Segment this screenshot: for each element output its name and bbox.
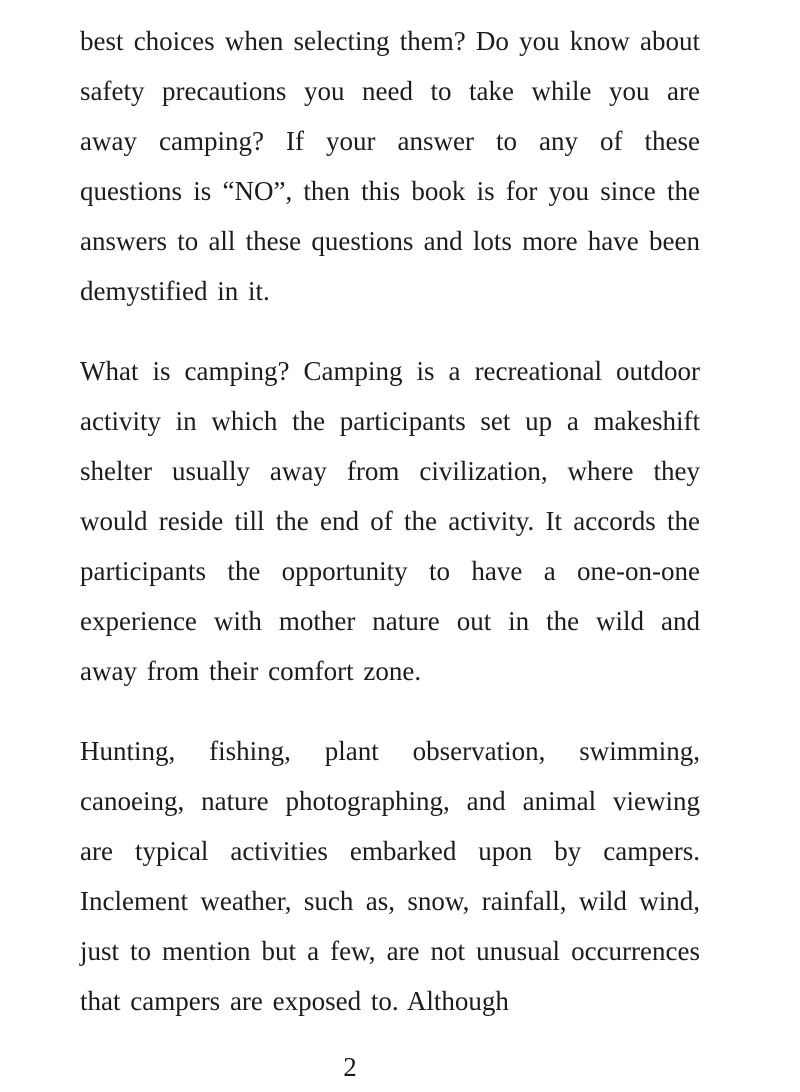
paragraph-what-is-camping: What is camping? Camping is a recreational outdoor activity in which the participants set up a makeshift shelter usually away from civilization, where they would reside till the end of the activity. It accords the participants the opportunity to have a one-on-one experience with mother nature out in the wild and away from their comfort zone.	[80, 356, 700, 686]
page-text-block	[80, 16, 700, 1026]
paragraph-camping-activities: Hunting, fishing, plant observation, swimming, canoeing, nature photographing, and animal viewing are typical activities embarked upon by campers. Inclement weather, such as, snow, rainfall, wild wind, just to mention but a few, are not unusual occurrences that campers are exposed to. Although	[80, 736, 700, 1016]
page-number: 2	[343, 1052, 357, 1082]
paragraph-intro-questions: best choices when selecting them? Do you know about safety precautions you need to take while you are away camping? If your answer to any of these questions is “NO”, then this book is for you since the answers to all these questions and lots more have been demystified in it.	[80, 26, 700, 306]
